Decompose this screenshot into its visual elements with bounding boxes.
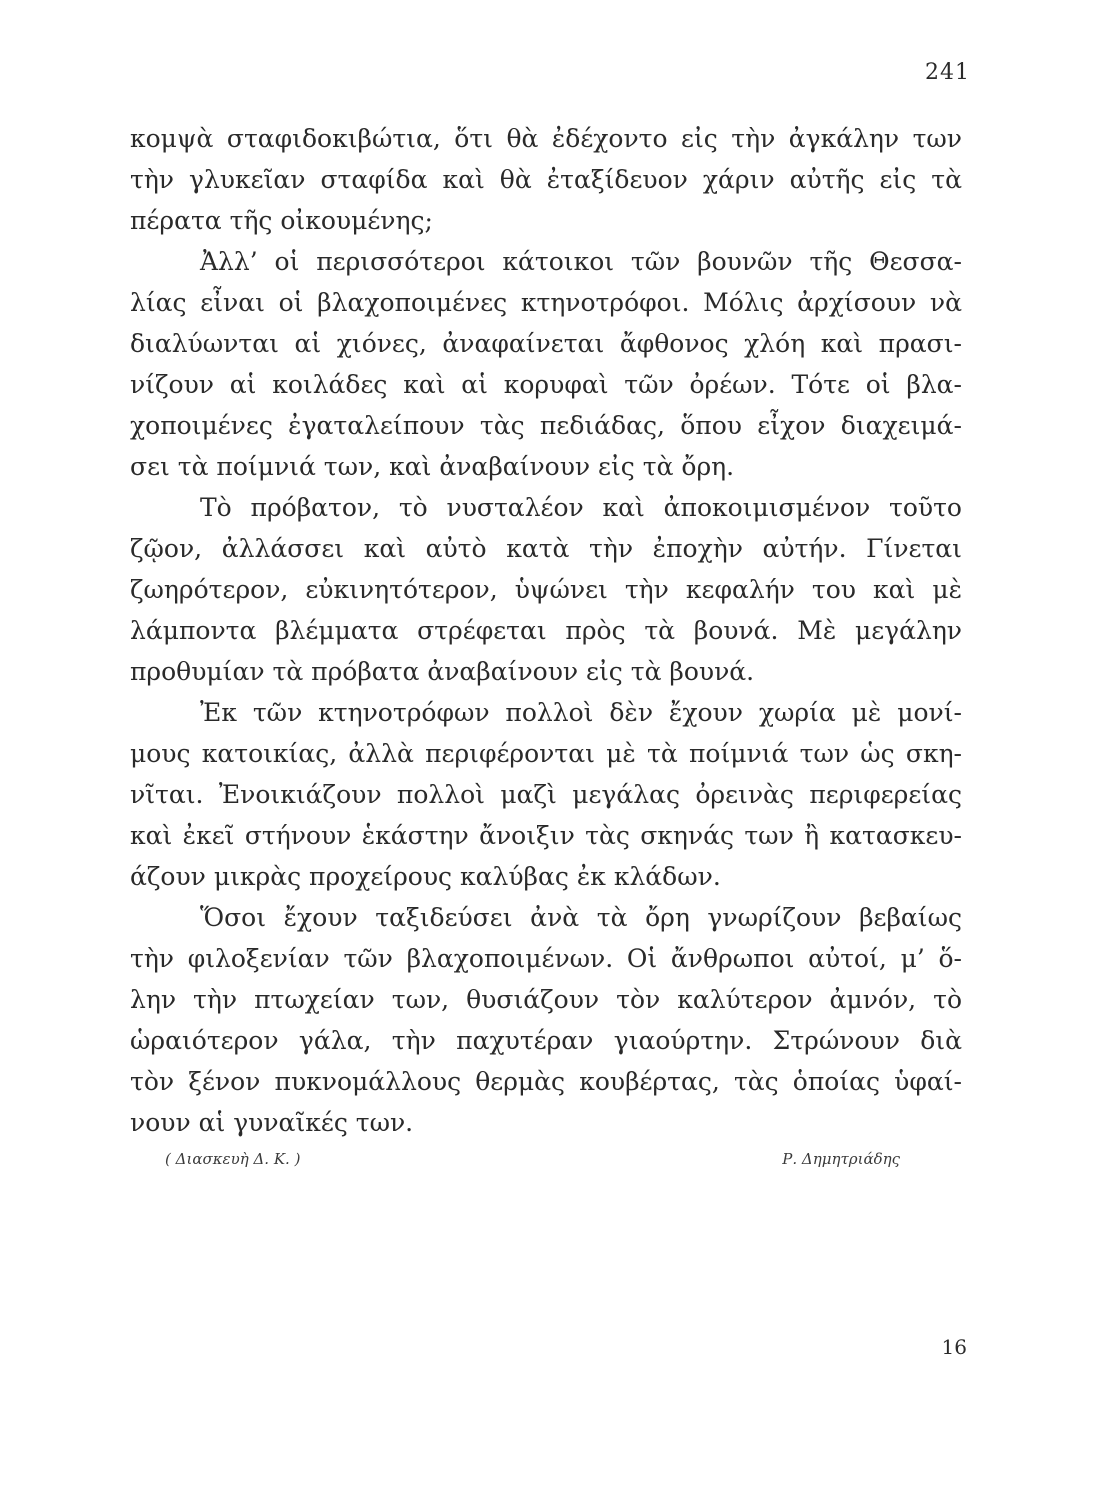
text-line: μους κατοικίας, ἀλλὰ περιφέρονται μὲ τὰ ποίμνιά των ὡς σκη- — [130, 739, 962, 768]
text-line: ζωηρότερον, εὐκινητότερον, ὑψώνει τὴν κεφαλήν του καὶ μὲ — [130, 575, 962, 604]
text-line: νουν αἱ γυναῖκές των. — [130, 1108, 414, 1137]
page-number: 241 — [925, 60, 970, 85]
attribution — [165, 1150, 900, 1168]
text-line: νίζουν αἱ κοιλάδες καὶ αἱ κορυφαὶ τῶν ὀρέων. Τότε οἱ βλα- — [130, 370, 962, 399]
text-line: ζῷον, ἀλλάσσει καὶ αὐτὸ κατὰ τὴν ἐποχὴν αὐτήν. Γίνεται — [130, 534, 962, 563]
text-line: χοποιμένες ἐγαταλείπουν τὰς πεδιάδας, ὅπου εἶχον διαχειμά- — [130, 411, 962, 440]
text-line: διαλύωνται αἱ χιόνες, ἀναφαίνεται ἄφθονος χλόη καὶ πρασι- — [130, 329, 962, 358]
author-name: Ρ. Δημητριάδης — [782, 1150, 900, 1168]
text-line: καὶ ἐκεῖ στήνουν ἑκάστην ἄνοιξιν τὰς σκηνάς των ἢ κατασκευ- — [130, 821, 962, 850]
text-line: Ἀλλ’ οἱ περισσότεροι κάτοικοι τῶν βουνῶν τῆς Θεσσα- — [200, 247, 962, 276]
text-line: λην τὴν πτωχείαν των, θυσιάζουν τὸν καλύτερον ἀμνόν, τὸ — [130, 985, 962, 1014]
text-line: τὴν φιλοξενίαν τῶν βλαχοποιμένων. Οἱ ἄνθρωποι αὐτοί, μ’ ὅ- — [130, 944, 962, 973]
text-line: λάμποντα βλέμματα στρέφεται πρὸς τὰ βουνά. Μὲ μεγάλην — [130, 616, 962, 645]
text-line: τὴν γλυκεῖαν σταφίδα καὶ θὰ ἐταξίδευον χάριν αὐτῆς εἰς τὰ — [130, 165, 962, 194]
adaptation-credit: ( Διασκευὴ Δ. Κ. ) — [165, 1150, 301, 1168]
text-line: νῖται. Ἐνοικιάζουν πολλοὶ μαζὶ μεγάλας ὀρεινὰς περιφερείας — [130, 780, 962, 809]
text-line: ὡραιότερον γάλα, τὴν παχυτέραν γιαούρτην. Στρώνουν διὰ — [130, 1026, 962, 1055]
text-line: προθυμίαν τὰ πρόβατα ἀναβαίνουν εἰς τὰ βουνά. — [130, 657, 755, 686]
text-line: κομψὰ σταφιδοκιβώτια, ὅτι θὰ ἐδέχοντο εἰς τὴν ἀγκάλην των — [130, 124, 962, 153]
text-line: σει τὰ ποίμνιά των, καὶ ἀναβαίνουν εἰς τὰ ὄρη. — [130, 452, 735, 481]
text-line: Ὅσοι ἔχουν ταξιδεύσει ἀνὰ τὰ ὄρη γνωρίζουν βεβαίως — [200, 903, 962, 932]
text-line: άζουν μικρὰς προχείρους καλύβας ἐκ κλάδων. — [130, 862, 721, 891]
text-line: τὸν ξένον πυκνομάλλους θερμὰς κουβέρτας, τὰς ὁποίας ὑφαί- — [130, 1067, 962, 1096]
body-text — [130, 118, 962, 1143]
text-line: Ἐκ τῶν κτηνοτρόφων πολλοὶ δὲν ἔχουν χωρία μὲ μονί- — [200, 698, 962, 727]
text-line: λίας εἶναι οἱ βλαχοποιμένες κτηνοτρόφοι. Μόλις ἀρχίσουν νὰ — [130, 288, 962, 317]
text-line: πέρατα τῆς οἰκουμένης; — [130, 206, 433, 235]
text-line: Τὸ πρόβατον, τὸ νυσταλέον καὶ ἀποκοιμισμένον τοῦτο — [200, 493, 962, 522]
signature-number: 16 — [941, 1335, 967, 1359]
